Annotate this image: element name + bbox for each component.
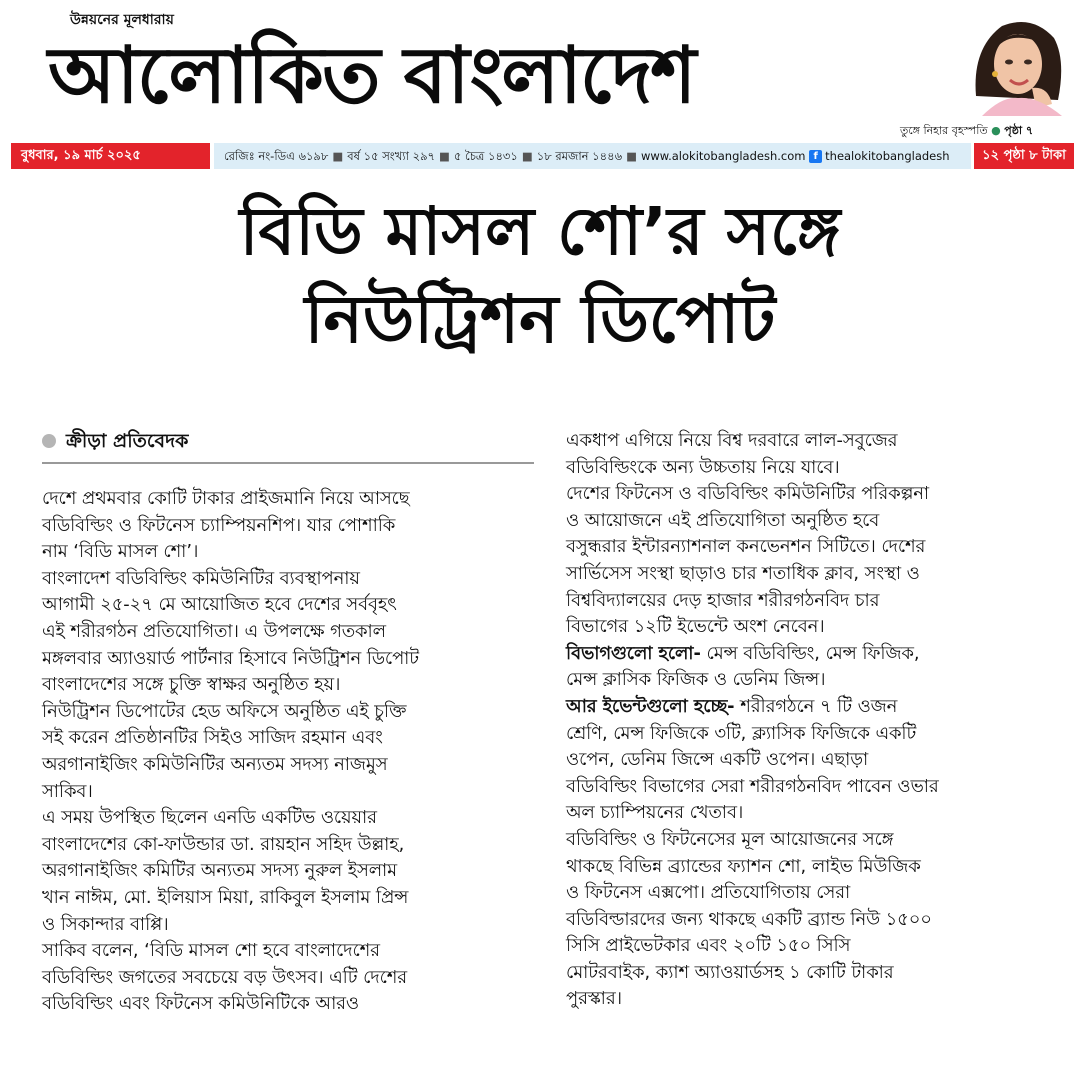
date-bar bbox=[0, 143, 1080, 169]
article-line: বাংলাদেশ বডিবিল্ডিং কমিউনিটির ব্যবস্থাপনায় bbox=[42, 567, 360, 589]
article-line: দেশে প্রথমবার কোটি টাকার প্রাইজমানি নিয়ে আসছে bbox=[42, 488, 410, 509]
bold-lead-phrase: বিভাগগুলো হলো- bbox=[566, 642, 701, 664]
article-line: ও আয়োজনে এই প্রতিযোগিতা অনুষ্ঠিত হবে bbox=[566, 509, 880, 531]
article-line: বডিবিল্ডিং ও ফিটনেস চ্যাম্পিয়নশিপ। যার পোশাকি bbox=[42, 514, 396, 536]
article-line: আগামী ২৫-২৭ মে আয়োজিত হবে দেশের সর্ববৃহৎ bbox=[42, 594, 397, 616]
article-line: ওপেন, ডেনিম জিন্সে একটি ওপেন। এছাড়া bbox=[566, 749, 869, 771]
article-line: বসুন্ধরার ইন্টারন্যাশনাল কনভেনশন সিটিতে। দেশের bbox=[566, 536, 926, 558]
article-headline bbox=[0, 188, 1080, 364]
article-line: দেশের ফিটনেস ও বডিবিল্ডিং কমিউনিটির পরিকল্পনা bbox=[566, 483, 930, 505]
article-line: বিভাগের ১২টি ইভেন্টে অংশ নেবেন। bbox=[566, 616, 825, 638]
article-line: বডিবিল্ডিং বিভাগের সেরা শরীরগঠনবিদ পাবেন ওভার bbox=[566, 775, 939, 797]
article-line: একধাপ এগিয়ে নিয়ে বিশ্ব দরবারে লাল-সবুজের bbox=[566, 430, 898, 451]
issue-date: বুধবার, ১৯ মার্চ ২০২৫ bbox=[11, 143, 210, 169]
facebook-icon: f bbox=[809, 150, 822, 163]
article-line: মেন্স ক্লাসিক ফিজিক ও ডেনিম জিন্স। bbox=[566, 669, 826, 691]
article-line: এই শরীরগঠন প্রতিযোগিতা। এ উপলক্ষে গতকাল bbox=[42, 620, 386, 642]
article-line: ও ফিটনেস এক্সপো। প্রতিযোগিতায় সেরা bbox=[566, 882, 851, 904]
article-line: পুরস্কার। bbox=[566, 988, 622, 1010]
article-line: নাম ‘বিডি মাসল শো’। bbox=[42, 541, 199, 563]
article-line: সার্ভিসেস সংস্থা ছাড়াও চার শতাধিক ক্লাব, সংস্থা ও bbox=[566, 562, 920, 584]
volume-issue: বর্ষ ১৫ সংখ্যা ২৯৭ bbox=[347, 149, 436, 163]
article-line-rest: মেন্স বডিবিল্ডিং, মেন্স ফিজিক, bbox=[700, 642, 920, 664]
article-line: বডিবিল্ডারদের জন্য থাকছে একটি ব্র্যান্ড নিউ ১৫০০ bbox=[566, 908, 932, 930]
facebook-handle[interactable]: thealokitobangladesh bbox=[825, 149, 950, 163]
article-line: বিশ্ববিদ্যালয়ের দেড় হাজার শরীরগঠনবিদ চার bbox=[566, 589, 880, 611]
bold-lead-phrase: আর ইভেন্টগুলো হচ্ছে- bbox=[566, 695, 735, 717]
article-line bbox=[566, 641, 1066, 668]
byline-divider bbox=[42, 462, 534, 464]
feature-caption bbox=[900, 122, 1033, 141]
article-line: বাংলাদেশের কো-ফাউন্ডার ডা. রায়হান সহিদ উল্লাহ, bbox=[42, 833, 405, 855]
feature-page-ref: পৃষ্ঠা ৭ bbox=[1004, 124, 1034, 137]
page-price: ১২ পৃষ্ঠা ৮ টাকা bbox=[974, 143, 1074, 169]
article-column-right bbox=[566, 428, 1066, 1013]
article-column-left bbox=[42, 486, 547, 1018]
article-line: সাকিব বলেন, ‘বিডি মাসল শো হবে বাংলাদেশের bbox=[42, 940, 380, 962]
article-line: সিসি প্রাইভেটকার এবং ২০টি ১৫০ সিসি bbox=[566, 935, 851, 957]
bangla-date: ৫ চৈত্র ১৪৩১ bbox=[453, 149, 518, 163]
byline-text: ক্রীড়া প্রতিবেদক bbox=[66, 430, 189, 452]
article-line: বডিবিল্ডিং ও ফিটনেসের মূল আয়োজনের সঙ্গে bbox=[566, 828, 894, 850]
article-line: বাংলাদেশের সঙ্গে চুক্তি স্বাক্ষর অনুষ্ঠিত হয়। bbox=[42, 674, 341, 696]
article-line: শ্রেণি, মেন্স ফিজিকে ৩টি, ক্ল্যাসিক ফিজিকে একটি bbox=[566, 722, 917, 744]
headline-line-1: বিডি মাসল শো’র সঙ্গে bbox=[239, 193, 841, 270]
newspaper-masthead: আলোকিত বাংলাদেশ bbox=[48, 31, 695, 121]
article-line: নিউট্রিশন ডিপোটের হেড অফিসে অনুষ্ঠিত এই চুক্তি bbox=[42, 700, 407, 722]
feature-caption-name: তুঙ্গে নিহার বৃহস্পতি bbox=[900, 124, 988, 137]
hijri-date: ১৮ রমজান ১৪৪৬ bbox=[536, 149, 623, 163]
article-line: থাকছে বিভিন্ন ব্র্যান্ডের ফ্যাশন শো, লাইভ মিউজিক bbox=[566, 855, 921, 877]
byline bbox=[42, 427, 188, 459]
bullet-icon bbox=[42, 434, 56, 448]
article-line: সাকিব। bbox=[42, 780, 93, 802]
article-line: বডিবিল্ডিংকে অন্য উচ্চতায় নিয়ে যাবে। bbox=[566, 456, 840, 478]
separator-dot-icon: ● bbox=[991, 124, 1005, 137]
masthead-tagline: উন্নয়নের মূলধারায় bbox=[70, 12, 174, 28]
headline-line-2: নিউট্রিশন ডিপোট bbox=[304, 281, 776, 358]
article-line: অল চ্যাম্পিয়নের খেতাব। bbox=[566, 802, 744, 824]
article-line: সই করেন প্রতিষ্ঠানটির সিইও সাজিদ রহমান এবং bbox=[42, 727, 383, 749]
article-line: বডিবিল্ডিং এবং ফিটনেস কমিউনিটিকে আরও bbox=[42, 993, 359, 1015]
article-line: বডিবিল্ডিং জগতের সবচেয়ে বড় উৎসব। এটি দেশের bbox=[42, 966, 408, 988]
article-line: খান নাঈম, মো. ইলিয়াস মিয়া, রাকিবুল ইসলাম প্রিন্স bbox=[42, 886, 409, 908]
article-line: অরগানাইজিং কমিটির অন্যতম সদস্য নুরুল ইসলাম bbox=[42, 860, 398, 882]
article-line bbox=[566, 694, 1066, 721]
article-line: মোটরবাইক, ক্যাশ অ্যাওয়ার্ডসহ ১ কোটি টাকার bbox=[566, 961, 894, 983]
website-link[interactable]: www.alokitobangladesh.com bbox=[640, 149, 806, 163]
article-line-rest: শরীরগঠনে ৭ টি ওজন bbox=[734, 695, 898, 717]
article-line: অরগানাইজিং কমিউনিটির অন্যতম সদস্য নাজমুস bbox=[42, 753, 388, 775]
issue-info: রেজিঃ নং-ডিএ ৬১৯৮ ■ বর্ষ ১৫ সংখ্যা ২৯৭ ■ ৫ চৈত্র ১৪৩১ ■ ১৮ রমজান ১৪৪৬ ■ www.alokitobangladesh.com f thealokitobangladesh bbox=[214, 143, 971, 169]
registration-number: রেজিঃ নং-ডিএ ৬১৯৮ bbox=[224, 149, 329, 163]
article-line: এ সময় উপস্থিত ছিলেন এনডি একটিভ ওয়েয়ার bbox=[42, 807, 377, 829]
article-line: মঙ্গলবার অ্যাওয়ার্ড পার্টনার হিসাবে নিউট্রিশন ডিপোট bbox=[42, 647, 419, 669]
featured-portrait bbox=[962, 8, 1072, 116]
article-line: ও সিকান্দার বাপ্পি। bbox=[42, 913, 169, 935]
